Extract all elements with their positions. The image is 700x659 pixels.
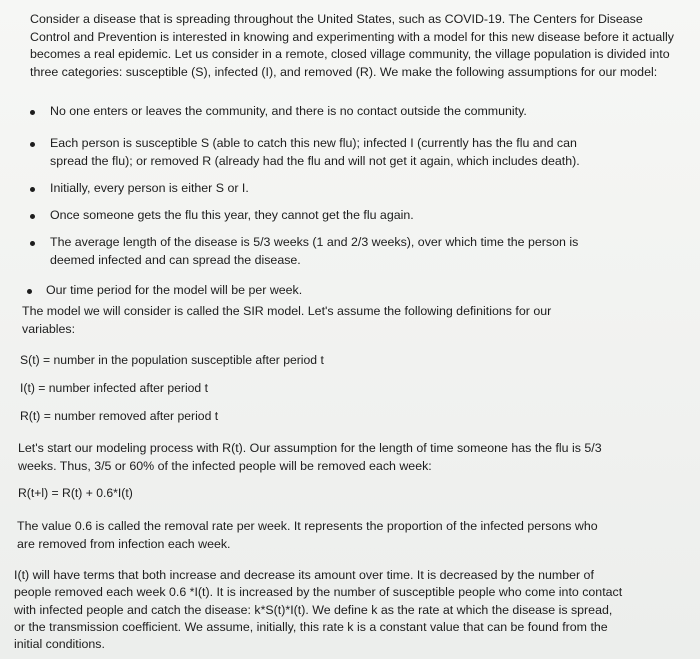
infected-paragraph: I(t) will have terms that both increase and decrease its amount over time. It is decreased by the number of people removed each week 0.6 *I(t). It is increased by the number of susceptible people who come into contact with infected people and catch the disease: k*S(t)*I(t). We define k as the rate at which the disease is spread, or the transmission coefficient. We assume, initially, this rate k is a constant value that can be found from the initial conditions. xyxy=(14,568,623,652)
bullet-dot xyxy=(30,241,35,246)
assumption-text: Our time period for the model will be per week. xyxy=(46,283,303,297)
definition-susceptible: S(t) = number in the population susceptible after period t xyxy=(20,353,324,367)
assumption-text: The average length of the disease is 5/3 weeks (1 and 2/3 weeks), over which time the person is deemed infected and can spread the disease. xyxy=(50,235,579,267)
intro-paragraph: Consider a disease that is spreading throughout the United States, such as COVID-19. The Centers for Disease Control and Prevention is interested in knowing and experimenting with a model for this new disease before it actually becomes a real epidemic. Let us consider in a remote, closed village community, the village population is divided into three categories: susceptible (S), infected (I), and removed (R). We make the following assumptions for our model: xyxy=(30,12,674,79)
definition-infected: I(t) = number infected after period t xyxy=(20,381,208,395)
bullet-dot xyxy=(30,214,35,219)
assumption-text: Once someone gets the flu this year, they cannot get the flu again. xyxy=(50,208,414,222)
assumption-text: Each person is susceptible S (able to catch this new flu); infected I (currently has the flu and can spread the flu); or removed R (already had the flu and will not get it again, which includes death). xyxy=(50,136,580,168)
model-intro-paragraph: The model we will consider is called the SIR model. Let's assume the following definitions for our variables: xyxy=(22,304,552,336)
assumption-text: No one enters or leaves the community, and there is no contact outside the community. xyxy=(50,104,527,118)
bullet-dot xyxy=(30,187,35,192)
removal-intro-paragraph: Let's start our modeling process with R(t). Our assumption for the length of time someone has the flu is 5/3 weeks. Thus, 3/5 or 60% of the infected people will be removed each week: xyxy=(18,441,602,473)
removal-rate-paragraph: The value 0.6 is called the removal rate per week. It represents the proportion of the infected persons who are removed from infection each week. xyxy=(17,519,598,551)
bullet-dot xyxy=(27,289,32,294)
definition-removed: R(t) = number removed after period t xyxy=(20,409,219,423)
assumption-text: Initially, every person is either S or I. xyxy=(50,181,249,195)
bullet-dot xyxy=(30,142,35,147)
removal-equation: R(t+l) = R(t) + 0.6*I(t) xyxy=(18,486,133,500)
bullet-dot xyxy=(30,110,35,115)
